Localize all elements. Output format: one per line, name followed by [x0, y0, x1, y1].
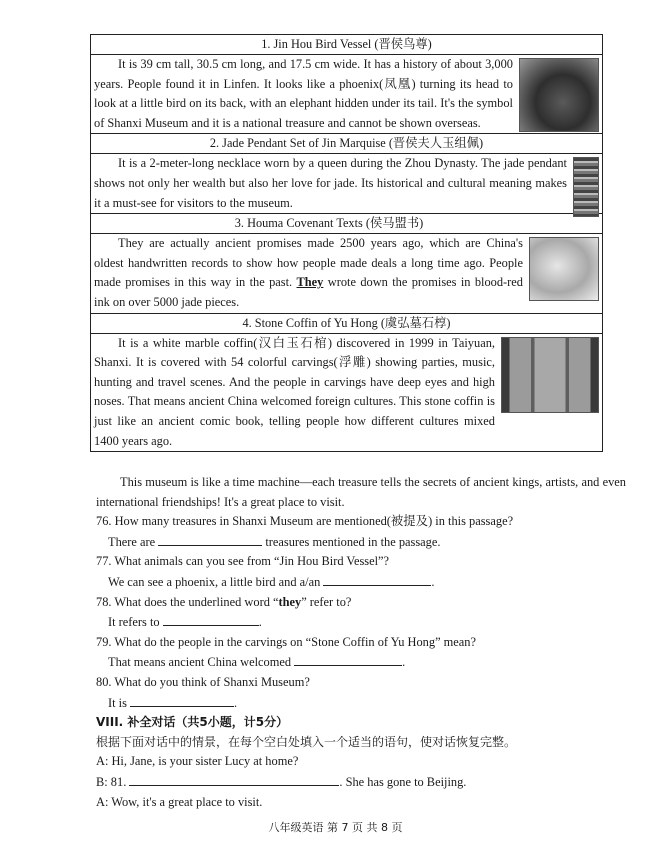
reading-passage-box — [90, 34, 603, 452]
section-text-1: It is 39 cm tall, 30.5 cm long, and 17.5 cm wide. It has a history of about 3,000 years. People found it in Linfen. It looks like a phoenix(凤凰) turning its head to look at a little bird on its back, with an elephant hidden under its tail. It's the symbol of Shanxi Museum and it is a national treasure and cannot be shown overseas. — [94, 57, 513, 130]
dialogue-line-b81 — [96, 772, 626, 793]
question-78 — [96, 593, 626, 613]
closing-paragraph: This museum is like a time machine—each treasure tells the secrets of ancient kings, artists, and even international friendships! It's a great place to visit. — [96, 475, 626, 509]
underlined-word-they: They — [296, 275, 324, 290]
question-77: 77. What animals can you see from “Jin Hou Bird Vessel”? — [96, 554, 390, 569]
question-78-part2: ” refer to? — [301, 594, 352, 609]
stone-coffin-photo — [501, 337, 599, 413]
answer-76-prefix: There are — [108, 534, 159, 549]
dialogue-b81-prefix: B: 81. — [96, 774, 130, 789]
answer-blank-80[interactable] — [130, 693, 234, 707]
section-title-2: 2. Jade Pendant Set of Jin Marquise (晋侯夫人玉组佩) — [91, 134, 602, 154]
section-title-3: 3. Houma Covenant Texts (侯马盟书) — [91, 214, 602, 234]
jade-pendant-photo — [573, 157, 599, 217]
answer-80 — [96, 693, 626, 714]
question-76: 76. How many treasures in Shanxi Museum are mentioned(被提及) in this passage? — [96, 514, 514, 529]
answer-blank-79[interactable] — [294, 652, 402, 666]
page-footer: 八年级英语 第 7 页 共 8 页 — [268, 821, 403, 834]
bird-vessel-photo — [519, 58, 599, 132]
section-title-1: 1. Jin Hou Bird Vessel (晋侯鸟尊) — [91, 35, 602, 55]
answer-80-prefix: It is — [108, 695, 131, 710]
answer-blank-81[interactable] — [129, 772, 339, 786]
answer-77 — [96, 572, 626, 593]
covenant-texts-photo — [529, 237, 599, 301]
question-79: 79. What do the people in the carvings on “Stone Coffin of Yu Hong” mean? — [96, 634, 477, 649]
section-viii-heading: VIII. 补全对话（共5小题，计5分） — [96, 715, 289, 730]
dialogue-line-a1: A: Hi, Jane, is your sister Lucy at home? — [96, 754, 299, 769]
dialogue-b81-suffix: . She has gone to Beijing. — [339, 774, 467, 789]
question-78-part1: 78. What does the underlined word “ — [96, 594, 279, 609]
answer-80-suffix: . — [234, 695, 238, 710]
section-body-1 — [91, 55, 602, 134]
answer-78-suffix: . — [258, 615, 262, 630]
question-80: 80. What do you think of Shanxi Museum? — [96, 674, 310, 689]
answer-79-suffix: . — [402, 655, 406, 670]
answer-77-prefix: We can see a phoenix, a little bird and a/an — [108, 574, 324, 589]
section-title-4: 4. Stone Coffin of Yu Hong (虞弘墓石椁) — [91, 314, 602, 334]
section-viii-instruction: 根据下面对话中的情景，在每个空白处填入一个适当的语句，使对话恢复完整。 — [96, 734, 517, 749]
answer-76-suffix: treasures mentioned in the passage. — [262, 534, 441, 549]
section-text-3-part2: wrote down the promises in blood-red ink on over 5000 jade pieces. — [94, 275, 523, 309]
answer-79-prefix: That means ancient China welcomed — [108, 655, 295, 670]
answer-79 — [96, 652, 626, 673]
section-text-3-part1: They are actually ancient promises made 2500 years ago, which are China's oldest handwritten records to show how people made deals a long time ago. People made promises in this way in the past. — [94, 236, 523, 290]
answer-77-suffix: . — [431, 574, 435, 589]
question-78-bold-word: they — [278, 594, 302, 609]
section-text-3 — [94, 234, 599, 312]
answer-78-prefix: It refers to — [108, 615, 163, 630]
section-text-2: It is a 2-meter-long necklace worn by a queen during the Zhou Dynasty. The jade pendant shows not only her wealth but also her love for jade. Its historical and cultural meaning makes it a must-see for visitors to the museum. — [94, 156, 567, 210]
section-body-4 — [91, 334, 602, 452]
answer-blank-76[interactable] — [158, 532, 262, 546]
dialogue-line-a2: A: Wow, it's a great place to visit. — [96, 794, 263, 809]
section-body-3 — [91, 234, 602, 313]
section-body-2 — [91, 154, 602, 214]
answer-blank-77[interactable] — [323, 572, 431, 586]
answer-blank-78[interactable] — [163, 612, 259, 626]
section-text-4: It is a white marble coffin(汉白玉石棺) discovered in 1999 in Taiyuan, Shanxi. It is covered with 54 colorful carvings(浮雕) showing parties, music, hunting and travel scenes. And the people in carvings have deep eyes and high noses. That means ancient China welcomed foreign cultures. This stone coffin is just like an ancient comic book, telling people how different cultures mixed 1400 years ago. — [94, 335, 495, 448]
answer-76 — [96, 532, 626, 553]
answer-78 — [96, 612, 626, 633]
questions-area — [96, 473, 626, 812]
